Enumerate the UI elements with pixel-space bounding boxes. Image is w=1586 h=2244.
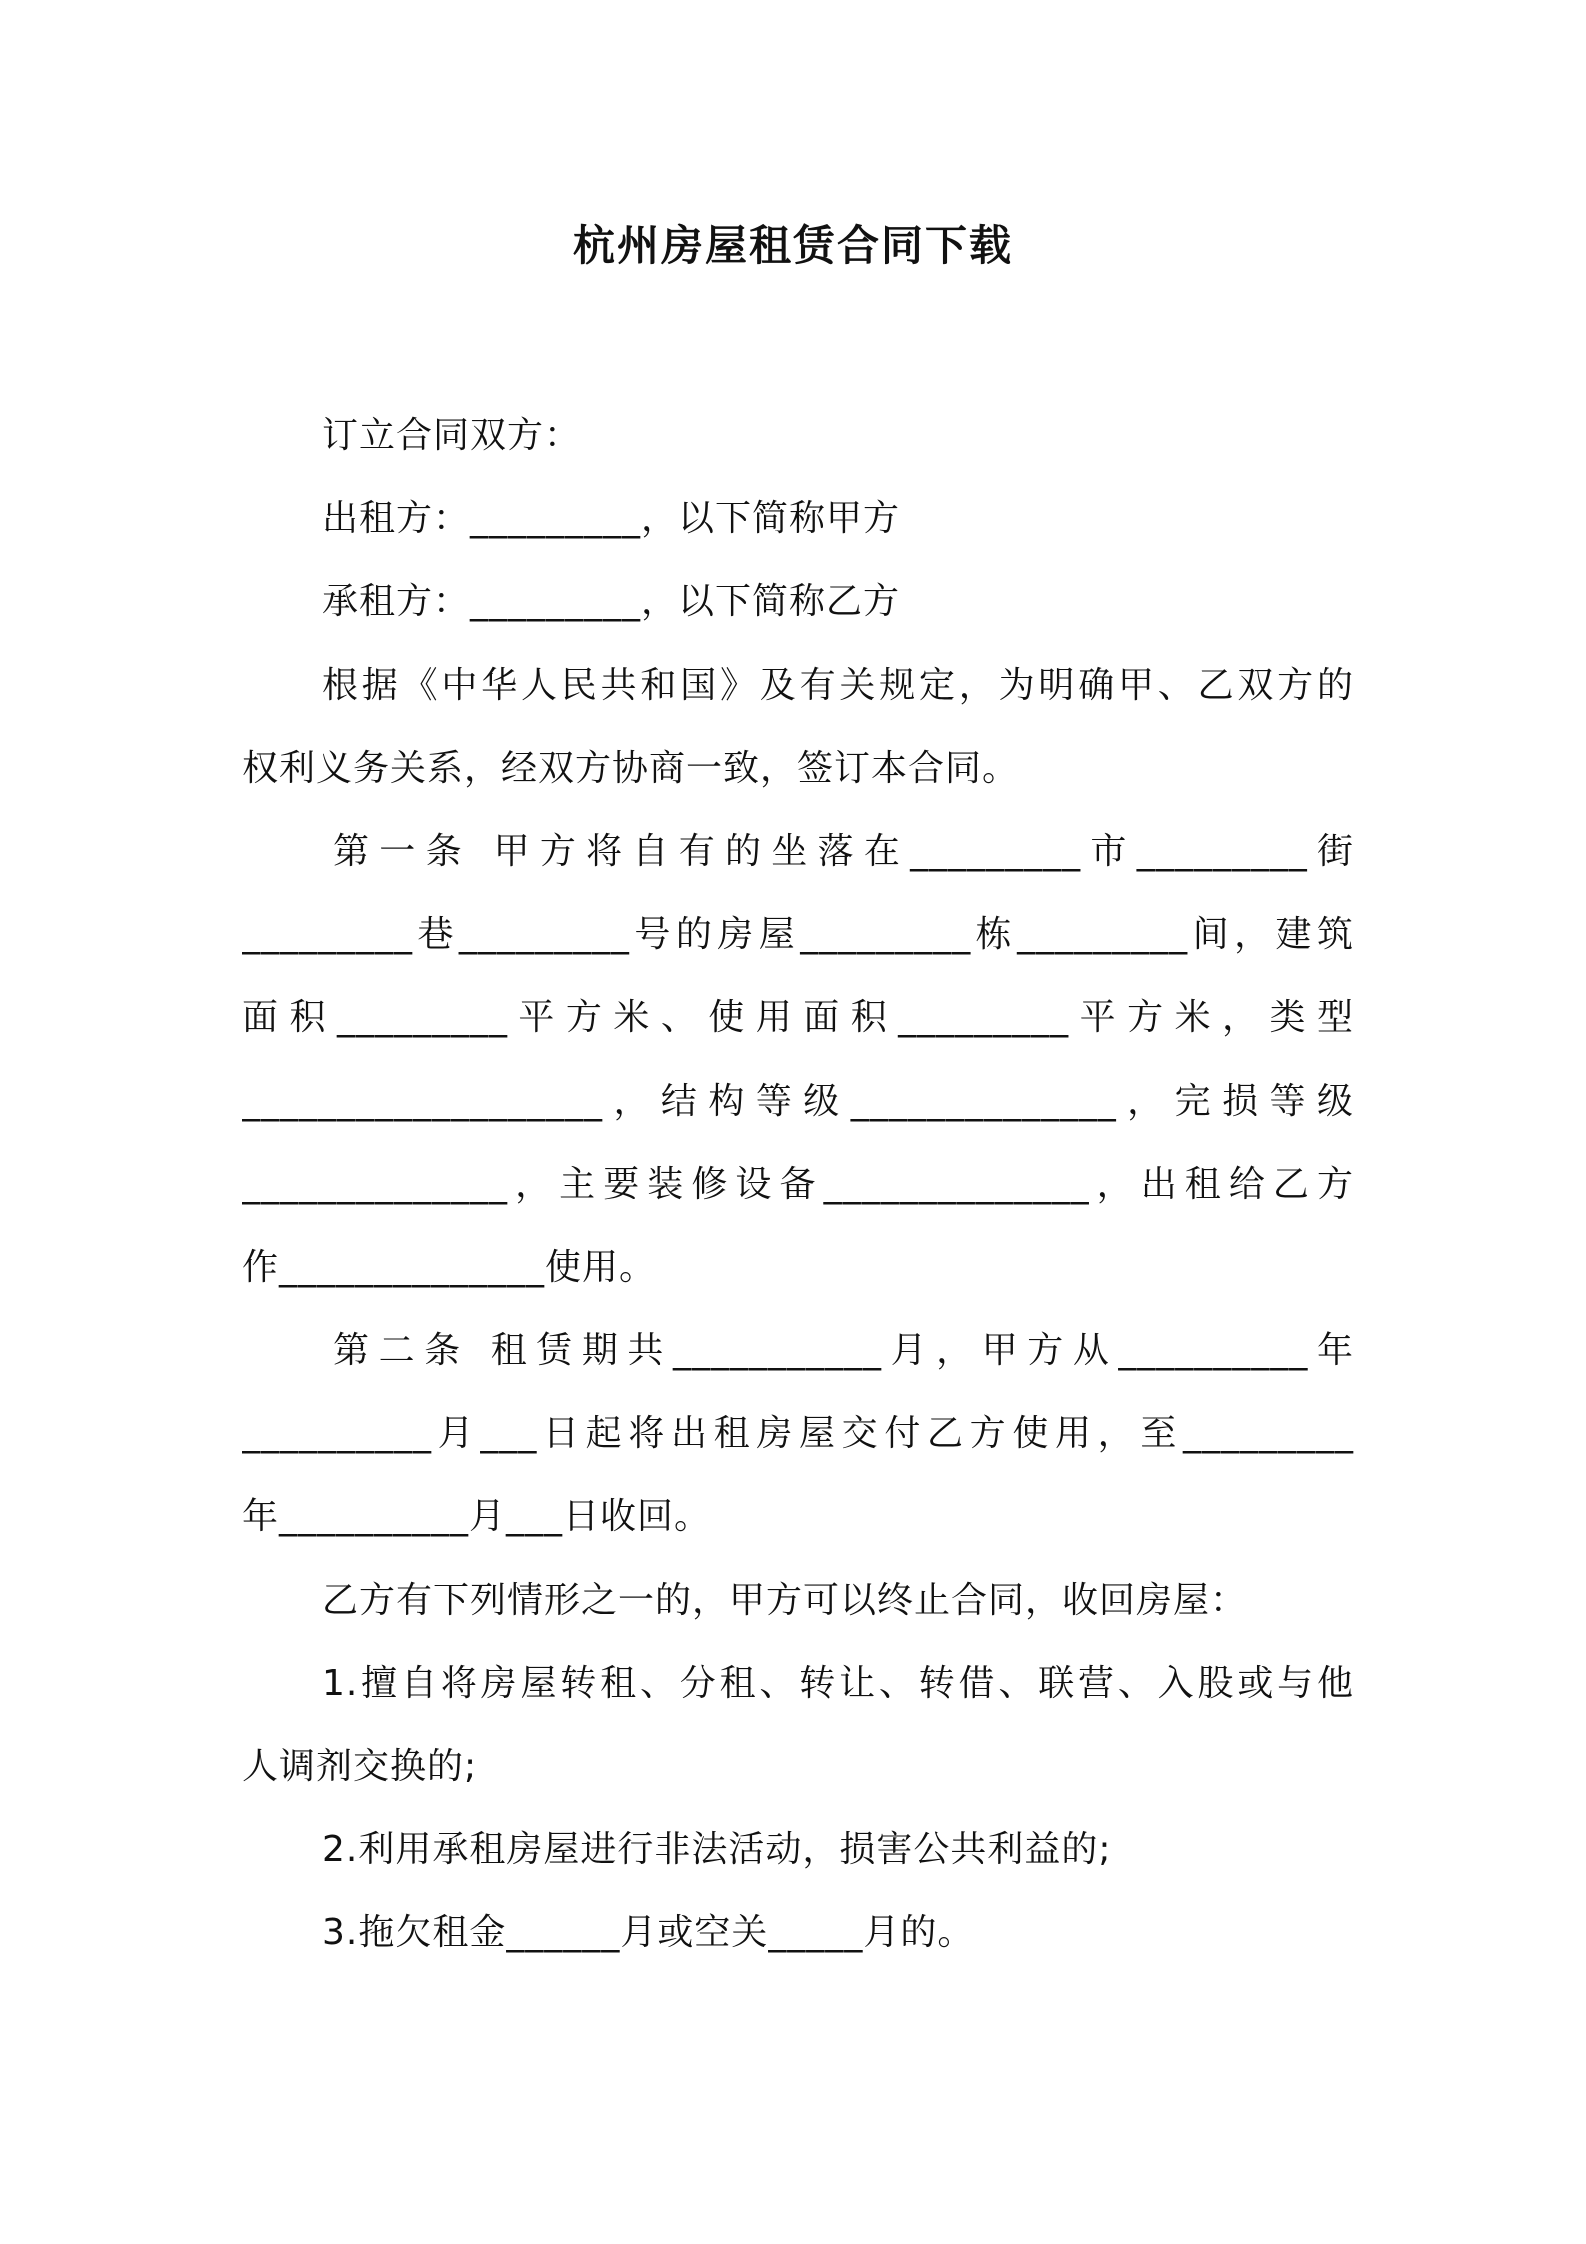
preamble-line-1: 根据《中华人民共和国》及有关规定，为明确甲、乙双方的 [322, 665, 1354, 706]
termination-intro: 乙方有下列情形之一的，甲方可以终止合同，收回房屋： [322, 1580, 1248, 1621]
lessor-line: 出租方：_________，以下简称甲方 [322, 498, 901, 539]
article-2-line-1: 第二条 租赁期共___________月，甲方从__________年 [333, 1330, 1354, 1371]
document-title: 杭州房屋租赁合同下载 [572, 221, 1013, 270]
article-1-line-2: _________巷_________号的房屋_________栋_________间，建筑 [242, 914, 1354, 955]
article-1-line-1: 第一条 甲方将自有的坐落在_________市_________街 [333, 831, 1354, 872]
article-2-line-3: 年__________月___日收回。 [242, 1496, 712, 1537]
termination-item-1-line-1: 1.擅自将房屋转租、分租、转让、转借、联营、入股或与他 [322, 1663, 1354, 1704]
termination-item-2: 2.利用承租房屋进行非法活动，损害公共利益的; [322, 1829, 1112, 1870]
termination-item-1-line-2: 人调剂交换的; [242, 1746, 478, 1787]
lessee-line: 承租方：_________，以下简称乙方 [322, 581, 901, 622]
article-1-line-5: ______________，主要装修设备______________，出租给乙方 [242, 1164, 1354, 1205]
article-1-line-4: ___________________，结构等级______________，完损等级 [242, 1081, 1354, 1122]
termination-item-3: 3.拖欠租金______月或空关_____月的。 [322, 1912, 975, 1953]
preamble-line-2: 权利义务关系，经双方协商一致，签订本合同。 [242, 748, 1020, 789]
article-1-line-3: 面积_________平方米、使用面积_________平方米，类型 [242, 997, 1354, 1038]
article-2-line-2: __________月___日起将出租房屋交付乙方使用，至_________ [242, 1413, 1354, 1454]
article-1-line-6: 作______________使用。 [242, 1247, 657, 1288]
parties-heading: 订立合同双方： [322, 415, 582, 456]
